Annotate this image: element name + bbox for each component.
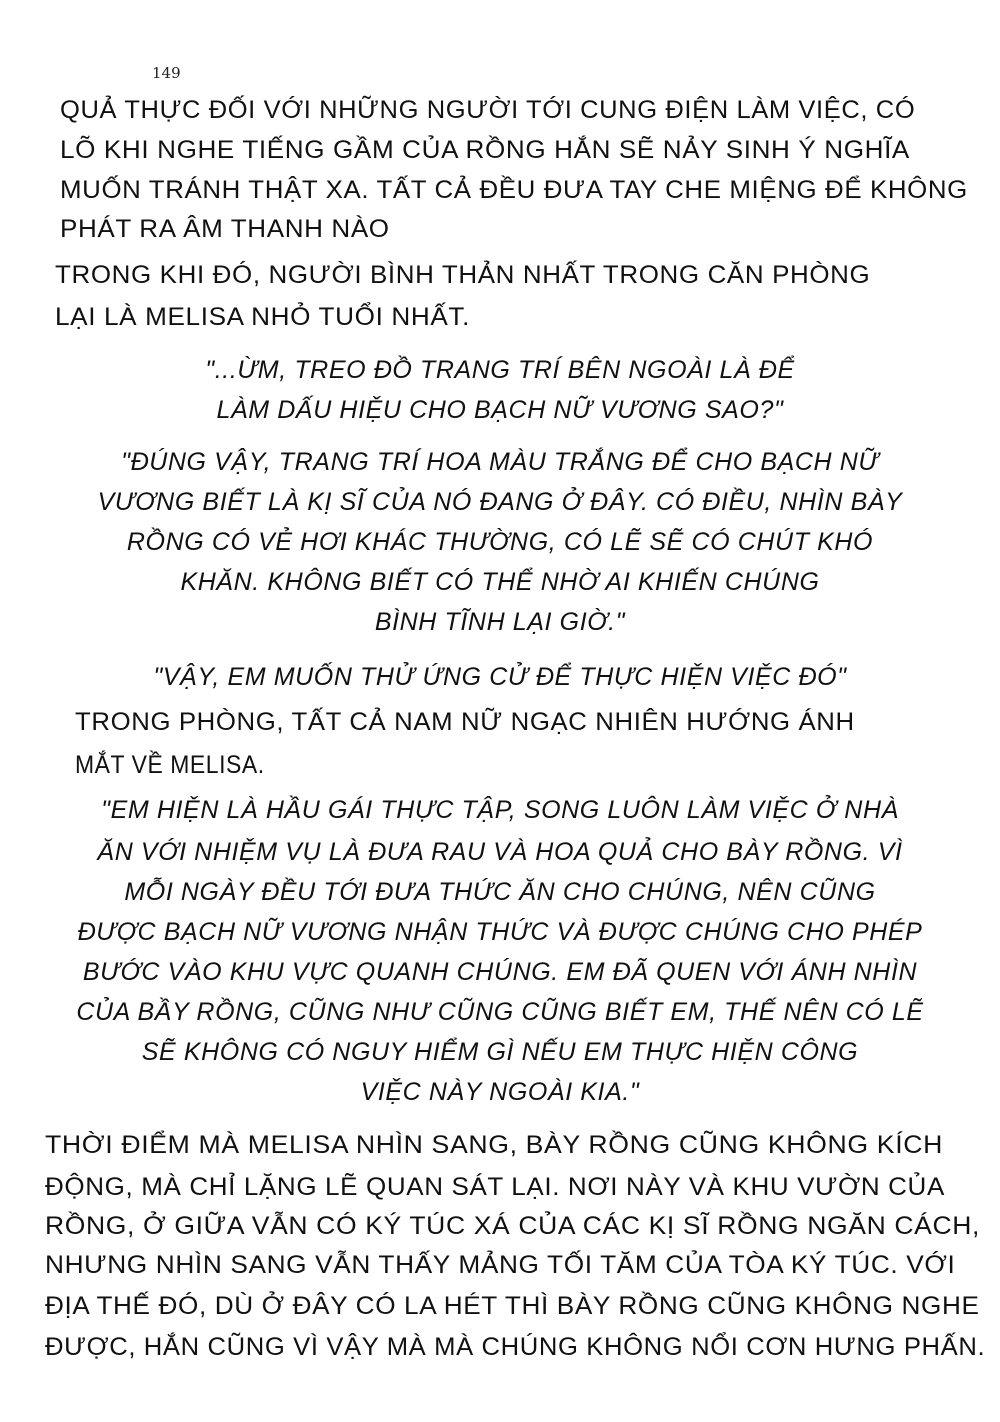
paragraph-line: QUẢ THỰC ĐỐI VỚI NHỮNG NGƯỜI TỚI CUNG ĐIỆN LÀM VIỆC, CÓ	[60, 96, 916, 124]
dialogue-line: "...ỪM, TREO ĐỒ TRANG TRÍ BÊN NGOÀI LÀ ĐỂ	[205, 356, 795, 384]
paragraph-line: ĐƯỢC, HẮN CŨNG VÌ VẬY MÀ MÀ CHÚNG KHÔNG NỔI CƠN HƯNG PHẤN.	[45, 1333, 986, 1361]
paragraph-line: NHƯNG NHÌN SANG VẪN THẤY MẢNG TỐI TĂM CỦA TÒA KÝ TÚC. VỚI	[45, 1251, 956, 1279]
paragraph-line: TRONG PHÒNG, TẤT CẢ NAM NỮ NGẠC NHIÊN HƯỚNG ÁNH	[75, 708, 855, 736]
dialogue-line: VƯƠNG BIẾT LÀ KỊ SĨ CỦA NÓ ĐANG Ở ĐÂY. CÓ ĐIỀU, NHÌN BÀY	[97, 488, 903, 516]
dialogue-line: ĂN VỚI NHIỆM VỤ LÀ ĐƯA RAU VÀ HOA QUẢ CHO BÀY RỒNG. VÌ	[97, 838, 903, 866]
dialogue-line: RỒNG CÓ VẺ HƠI KHÁC THƯỜNG, CÓ LẼ SẼ CÓ CHÚT KHÓ	[126, 528, 874, 556]
paragraph-line: ĐỊA THẾ ĐÓ, DÙ Ở ĐÂY CÓ LA HÉT THÌ BÀY RỒNG CŨNG KHÔNG NGHE	[45, 1292, 980, 1320]
dialogue-line: ĐƯỢC BẠCH NỮ VƯƠNG NHẬN THỨC VÀ ĐƯỢC CHÚNG CHO PHÉP	[77, 918, 923, 946]
dialogue-line: "VẬY, EM MUỐN THỬ ỨNG CỬ ĐỂ THỰC HIỆN VIỆC ĐÓ"	[153, 663, 847, 691]
dialogue-line: BÌNH TĨNH LẠI GIỜ."	[374, 608, 626, 636]
dialogue-line: KHĂN. KHÔNG BIẾT CÓ THỂ NHỜ AI KHIẾN CHÚNG	[180, 568, 820, 596]
paragraph-line: LẠI LÀ MELISA NHỎ TUỔI NHẤT.	[55, 303, 470, 331]
dialogue-line: SẼ KHÔNG CÓ NGUY HIỂM GÌ NẾU EM THỰC HIỆN CÔNG	[141, 1038, 859, 1066]
dialogue-line: VIỆC NÀY NGOÀI KIA."	[360, 1078, 640, 1106]
paragraph-line: MUỐN TRÁNH THẬT XA. TẤT CẢ ĐỀU ĐƯA TAY CHE MIỆNG ĐỂ KHÔNG	[60, 176, 968, 204]
dialogue-line: MỖI NGÀY ĐỀU TỚI ĐƯA THỨC ĂN CHO CHÚNG, NÊN CŨNG	[124, 878, 876, 906]
paragraph-line: TRONG KHI ĐÓ, NGƯỜI BÌNH THẢN NHẤT TRONG CĂN PHÒNG	[55, 261, 871, 289]
paragraph-line: RỒNG, Ở GIỮA VẪN CÓ KÝ TÚC XÁ CỦA CÁC KỊ SĨ RỒNG NGĂN CÁCH,	[45, 1212, 981, 1240]
paragraph-line: PHÁT RA ÂM THANH NÀO	[60, 215, 390, 243]
page-number: 149	[152, 64, 181, 82]
paragraph-line: THỜI ĐIỂM MÀ MELISA NHÌN SANG, BÀY RỒNG CŨNG KHÔNG KÍCH	[45, 1131, 943, 1159]
dialogue-line: "ĐÚNG VẬY, TRANG TRÍ HOA MÀU TRẮNG ĐỂ CHO BẠCH NỮ	[121, 448, 879, 476]
paragraph-line: MẮT VỀ MELISA.	[75, 751, 265, 779]
dialogue-line: LÀM DẤU HIỆU CHO BẠCH NỮ VƯƠNG SAO?"	[216, 396, 784, 424]
paragraph-line: LÕ KHI NGHE TIẾNG GẦM CỦA RỒNG HẮN SẼ NẢY SINH Ý NGHĨA	[60, 136, 910, 164]
dialogue-line: CỦA BẦY RỒNG, CŨNG NHƯ CŨNG CŨNG BIẾT EM, THẾ NÊN CÓ LẼ	[76, 998, 924, 1026]
paragraph-line: ĐỘNG, MÀ CHỈ LẶNG LẼ QUAN SÁT LẠI. NƠI NÀY VÀ KHU VƯỜN CỦA	[45, 1173, 945, 1201]
dialogue-line: "EM HIỆN LÀ HẦU GÁI THỰC TẬP, SONG LUÔN LÀM VIỆC Ở NHÀ	[101, 796, 899, 824]
dialogue-line: BƯỚC VÀO KHU VỰC QUANH CHÚNG. EM ĐÃ QUEN VỚI ÁNH NHÌN	[82, 958, 918, 986]
